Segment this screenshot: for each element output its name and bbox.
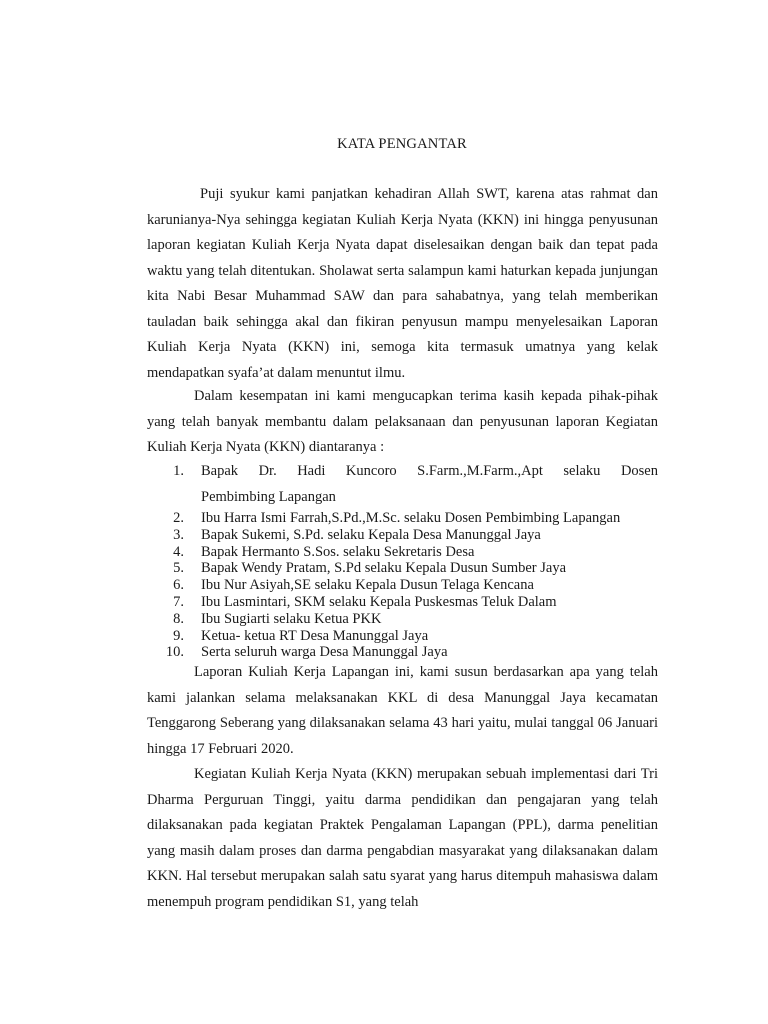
- list-item-text-continued: Pembimbing Lapangan: [201, 488, 336, 505]
- paragraph-kkn-description: Kegiatan Kuliah Kerja Nyata (KKN) merupakan sebuah implementasi dari Tri Dharma Perguruan Tinggi, yaitu darma pendidikan dan pengajaran yang telah dilaksanakan pada kegiatan Praktek Pengalaman Lapangan (PPL), darma penelitian yang masih dalam proses dan darma pengabdian masyarakat yang dilaksanakan dalam KKN. Hal tersebut merupakan salah satu syarat yang harus ditempuh mahasiswa dalam menempuh program pendidikan S1, yang telah: [147, 766, 658, 910]
- list-item: [147, 628, 658, 645]
- list-item-number: 7.: [173, 593, 184, 610]
- list-item-text: Serta seluruh warga Desa Manunggal Jaya: [201, 644, 448, 661]
- list-item-text: Ibu Nur Asiyah,SE selaku Kepala Dusun Telaga Kencana: [201, 577, 534, 594]
- list-item-text: Bapak Wendy Pratam, S.Pd selaku Kepala Dusun Sumber Jaya: [201, 560, 567, 577]
- list-item-text: Ibu Sugiarti selaku Ketua PKK: [201, 610, 382, 627]
- acknowledgement-list: [147, 459, 658, 661]
- list-item-number: 1.: [173, 463, 184, 479]
- list-item-number: 3.: [173, 526, 184, 543]
- list-item: [147, 644, 658, 661]
- list-item-text: Ketua- ketua RT Desa Manunggal Jaya: [201, 627, 429, 644]
- list-item: [147, 611, 658, 628]
- list-item-text: Bapak Sukemi, S.Pd. selaku Kepala Desa Manunggal Jaya: [201, 526, 541, 543]
- paragraph-report-summary: Laporan Kuliah Kerja Lapangan ini, kami susun berdasarkan apa yang telah kami jalankan selama melaksanakan KKL di desa Manunggal Jaya kecamatan Tenggarong Seberang yang dilaksanakan selama 43 hari yaitu, mulai tanggal 06 Januari hingga 17 Februari 2020.: [147, 664, 658, 757]
- list-item-number: 2.: [173, 510, 184, 526]
- list-item-number: 5.: [173, 560, 184, 577]
- paragraph-gratitude: Puji syukur kami panjatkan kehadiran Allah SWT, karena atas rahmat dan karunianya-Nya sehingga kegiatan Kuliah Kerja Nyata (KKN) ini hingga penyusunan laporan kegiatan Kuliah Kerja Nyata dapat diselesaikan dengan baik dan tepat pada waktu yang telah ditentukan. Sholawat serta salampun kami haturkan kepada junjungan kita Nabi Besar Muhammad SAW dan para sahabatnya, yang telah memberikan tauladan baik sehingga akal dan fikiran penyusun mampu menyelesaikan Laporan Kuliah Kerja Nyata (KKN) ini, semoga kita termasuk umatnya yang kelak mendapatkan syafa’at dalam menuntut ilmu.: [147, 186, 658, 381]
- list-item-text: Ibu Harra Ismi Farrah,S.Pd.,M.Sc. selaku Dosen Pembimbing Lapangan: [201, 510, 621, 526]
- list-item-text: Bapak Dr. Hadi Kuncoro S.Farm.,M.Farm.,Apt selaku Dosen: [201, 463, 658, 479]
- list-item-text: Bapak Hermanto S.Sos. selaku Sekretaris Desa: [201, 543, 475, 560]
- list-item: [147, 459, 658, 510]
- list-item: [147, 577, 658, 594]
- list-item-number: 8.: [173, 610, 184, 627]
- list-item-number: 6.: [173, 577, 184, 594]
- list-item: [147, 594, 658, 611]
- list-item-text: Ibu Lasmintari, SKM selaku Kepala Puskesmas Teluk Dalam: [201, 593, 557, 610]
- page-title: KATA PENGANTAR: [337, 136, 467, 152]
- list-item-number: 9.: [173, 627, 184, 644]
- paragraph-thanks-intro: Dalam kesempatan ini kami mengucapkan terima kasih kepada pihak-pihak yang telah banyak membantu dalam pelaksanaan dan penyusunan laporan Kegiatan Kuliah Kerja Nyata (KKN) diantaranya :: [147, 388, 658, 455]
- list-item: [147, 560, 658, 577]
- list-item: [147, 527, 658, 544]
- list-item: [147, 544, 658, 561]
- list-item: [147, 510, 658, 527]
- list-item-number: 4.: [173, 543, 184, 560]
- list-item-number: 10.: [165, 644, 184, 661]
